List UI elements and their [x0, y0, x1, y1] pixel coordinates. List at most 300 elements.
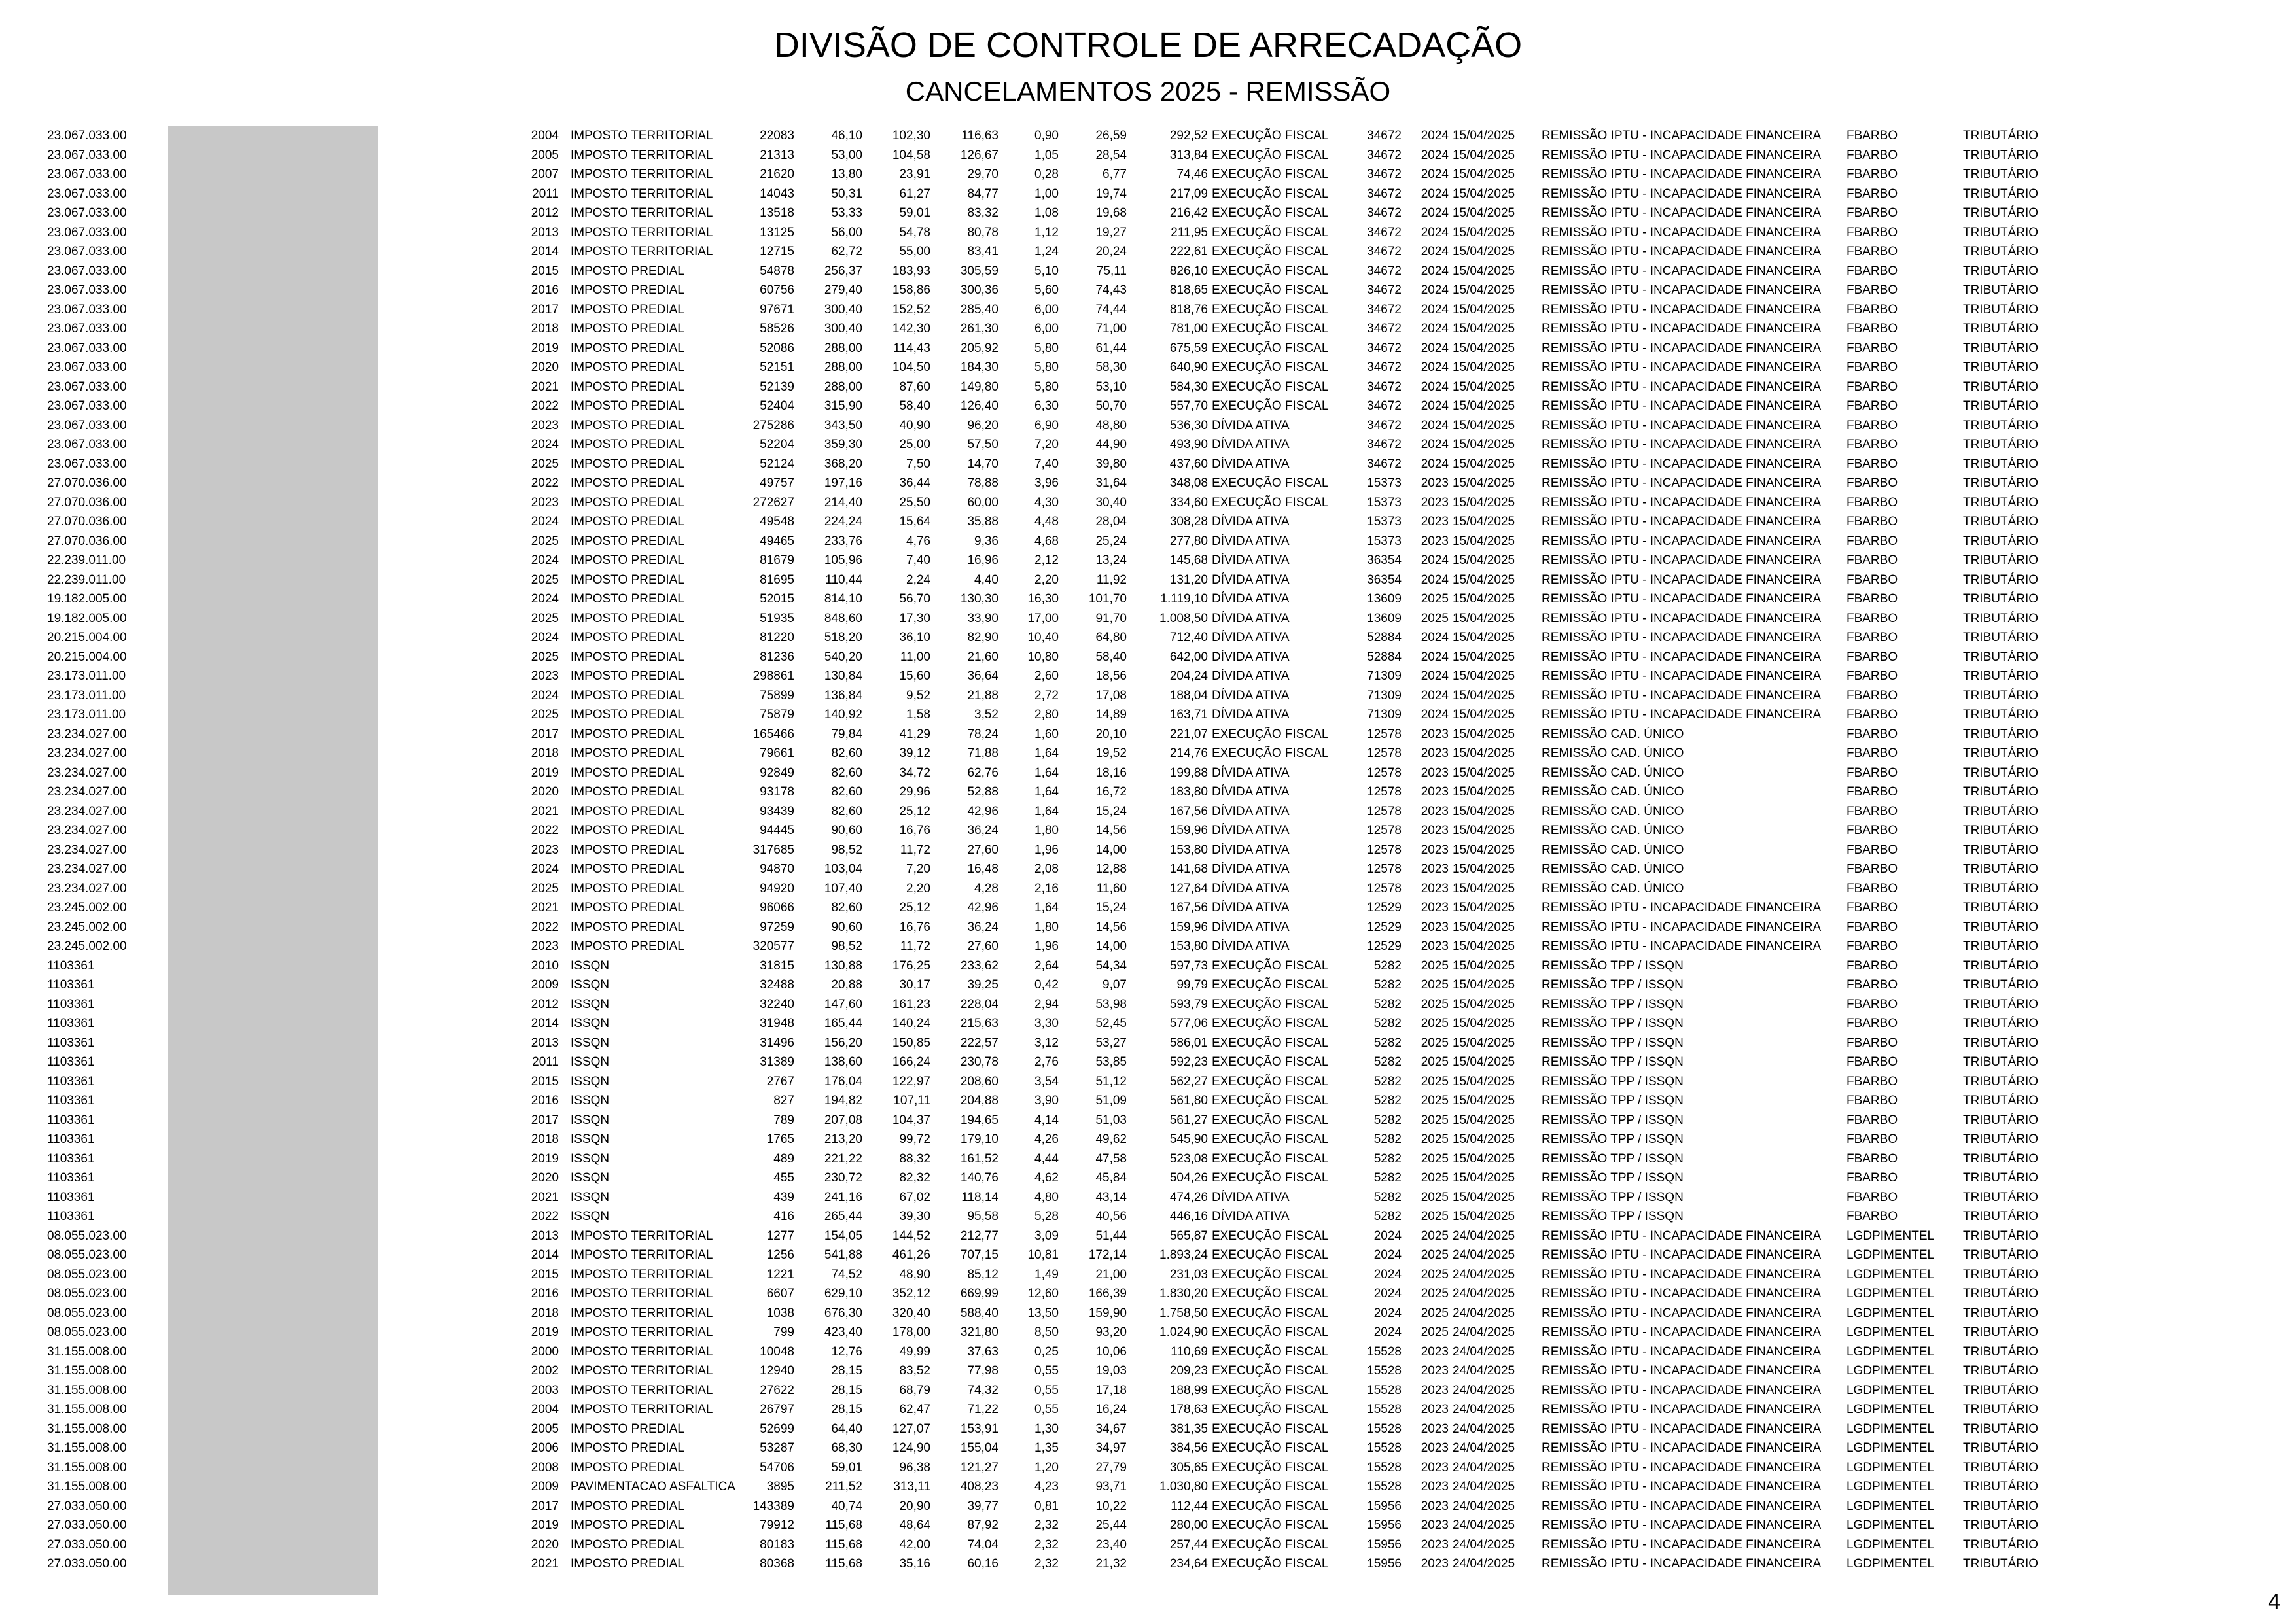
- cell-inscricao: 23.067.033.00: [47, 186, 127, 201]
- cell-usuario: FBARBO: [1846, 958, 1898, 973]
- cell-data: 15/04/2025: [1452, 515, 1515, 529]
- cell-multa: 27,60: [967, 939, 998, 953]
- cell-exercicio: 2024: [531, 631, 559, 644]
- cell-situacao: EXECUÇÃO FISCAL: [1211, 727, 1329, 741]
- cell-motivo: REMISSÃO TPP / ISSQN: [1541, 978, 1684, 992]
- cell-correcao: 7,40: [1034, 457, 1059, 471]
- cell-processo: 34672: [1367, 341, 1402, 355]
- cell-usuario: FBARBO: [1846, 186, 1898, 201]
- cell-documento: 1038: [766, 1306, 794, 1320]
- cell-motivo: REMISSÃO IPTU - INCAPACIDADE FINANCEIRA: [1541, 1248, 1822, 1262]
- cell-setor: TRIBUTÁRIO: [1962, 592, 2039, 606]
- cell-processo: 12578: [1367, 881, 1402, 896]
- cell-tributo: IMPOSTO TERRITORIAL: [571, 1383, 713, 1397]
- cell-documento: 96066: [760, 901, 794, 915]
- cell-inscricao: 08.055.023.00: [47, 1306, 127, 1320]
- cell-setor: TRIBUTÁRIO: [1962, 148, 2039, 162]
- cell-setor: TRIBUTÁRIO: [1962, 1055, 2039, 1069]
- cell-exercicio: 2016: [531, 283, 559, 297]
- cell-total: 127,64: [1169, 881, 1208, 896]
- cell-documento: 165466: [752, 727, 794, 741]
- cell-multa: 60,16: [967, 1557, 998, 1571]
- cell-tributo: IMPOSTO PREDIAL: [571, 534, 684, 548]
- cell-situacao: DÍVIDA ATIVA: [1211, 1210, 1290, 1223]
- cell-tributo: IMPOSTO PREDIAL: [571, 765, 684, 780]
- cell-data: 15/04/2025: [1452, 418, 1515, 432]
- cell-processo: 15373: [1367, 515, 1402, 529]
- cell-situacao: EXECUÇÃO FISCAL: [1211, 1171, 1329, 1185]
- cell-exercicio: 2009: [531, 978, 559, 992]
- cell-ano-processo: 2023: [1421, 476, 1449, 490]
- cell-inscricao: 1103361: [47, 1074, 95, 1089]
- cell-honorarios: 13,24: [1095, 553, 1127, 567]
- cell-tributo: IMPOSTO PREDIAL: [571, 476, 684, 490]
- cell-total: 593,79: [1169, 997, 1208, 1011]
- cell-correcao: 3,30: [1034, 1017, 1059, 1030]
- cell-correcao: 0,42: [1034, 978, 1059, 992]
- cell-exercicio: 2024: [531, 592, 559, 606]
- cell-juros: 25,50: [899, 495, 930, 510]
- cell-usuario: LGDPIMENTEL: [1846, 1325, 1935, 1339]
- cell-honorarios: 166,39: [1088, 1287, 1127, 1300]
- cell-documento: 94445: [760, 824, 794, 837]
- cell-valor-principal: 82,60: [831, 746, 862, 760]
- cell-ano-processo: 2025: [1421, 1055, 1449, 1069]
- cell-setor: TRIBUTÁRIO: [1962, 804, 2039, 818]
- cell-valor-principal: 110,44: [825, 572, 862, 587]
- cell-data: 15/04/2025: [1452, 1151, 1515, 1166]
- cell-data: 15/04/2025: [1452, 765, 1515, 780]
- cell-setor: TRIBUTÁRIO: [1962, 1267, 2039, 1282]
- cell-documento: 52404: [760, 399, 794, 413]
- cell-multa: 669,99: [960, 1287, 998, 1300]
- cell-situacao: EXECUÇÃO FISCAL: [1211, 1055, 1329, 1069]
- cell-processo: 52884: [1367, 650, 1402, 664]
- cell-total: 280,00: [1169, 1518, 1208, 1532]
- cell-inscricao: 1103361: [47, 1171, 95, 1185]
- cell-honorarios: 28,04: [1095, 515, 1127, 529]
- cell-usuario: FBARBO: [1846, 399, 1898, 413]
- cell-processo: 15373: [1367, 495, 1402, 510]
- cell-valor-principal: 62,72: [831, 245, 862, 258]
- cell-juros: 161,23: [892, 997, 930, 1011]
- cell-motivo: REMISSÃO IPTU - INCAPACIDADE FINANCEIRA: [1541, 553, 1822, 567]
- cell-valor-principal: 288,00: [824, 379, 862, 394]
- cell-correcao: 1,35: [1034, 1441, 1059, 1455]
- cell-usuario: FBARBO: [1846, 379, 1898, 394]
- cell-inscricao: 23.067.033.00: [47, 206, 127, 220]
- cell-situacao: DÍVIDA ATIVA: [1211, 457, 1290, 471]
- cell-total: 159,96: [1169, 920, 1208, 934]
- cell-inscricao: 23.245.002.00: [47, 901, 127, 915]
- cell-valor-principal: 53,00: [831, 148, 862, 162]
- cell-valor-principal: 130,88: [824, 958, 862, 973]
- cell-data: 24/04/2025: [1452, 1229, 1515, 1243]
- cell-honorarios: 47,58: [1095, 1151, 1127, 1166]
- cell-total: 826,10: [1169, 264, 1208, 278]
- cell-usuario: FBARBO: [1846, 322, 1898, 336]
- cell-correcao: 1,00: [1034, 186, 1059, 201]
- cell-juros: 320,40: [892, 1306, 930, 1320]
- cell-exercicio: 2021: [531, 379, 559, 394]
- cell-situacao: DÍVIDA ATIVA: [1211, 785, 1290, 799]
- cell-situacao: EXECUÇÃO FISCAL: [1211, 264, 1329, 278]
- cell-total: 712,40: [1169, 631, 1208, 644]
- cell-situacao: EXECUÇÃO FISCAL: [1211, 1113, 1329, 1127]
- cell-juros: 87,60: [899, 379, 930, 394]
- cell-correcao: 1,12: [1034, 225, 1059, 239]
- cell-tributo: ISSQN: [571, 1210, 610, 1223]
- cell-inscricao: 31.155.008.00: [47, 1441, 127, 1455]
- cell-juros: 67,02: [899, 1190, 930, 1204]
- cell-correcao: 6,00: [1034, 302, 1059, 317]
- cell-juros: 144,52: [892, 1229, 930, 1243]
- cell-exercicio: 2025: [531, 708, 559, 722]
- cell-exercicio: 2023: [531, 495, 559, 510]
- cell-tributo: IMPOSTO PREDIAL: [571, 881, 684, 896]
- cell-valor-principal: 518,20: [824, 631, 862, 644]
- cell-inscricao: 23.173.011.00: [47, 708, 126, 722]
- cell-situacao: DÍVIDA ATIVA: [1211, 862, 1290, 876]
- cell-tributo: IMPOSTO PREDIAL: [571, 727, 684, 741]
- cell-setor: TRIBUTÁRIO: [1962, 225, 2039, 239]
- cell-situacao: EXECUÇÃO FISCAL: [1211, 399, 1329, 413]
- cell-documento: 272627: [752, 495, 794, 510]
- cell-data: 15/04/2025: [1452, 264, 1515, 278]
- cell-honorarios: 20,10: [1095, 727, 1127, 741]
- cell-tributo: IMPOSTO TERRITORIAL: [571, 129, 713, 143]
- cell-honorarios: 11,60: [1096, 881, 1127, 896]
- cell-tributo: ISSQN: [571, 1055, 610, 1069]
- cell-data: 15/04/2025: [1452, 920, 1515, 934]
- cell-ano-processo: 2023: [1421, 727, 1449, 741]
- cell-total: 163,71: [1169, 708, 1208, 722]
- cell-juros: 1,58: [906, 708, 930, 722]
- cell-data: 15/04/2025: [1452, 1094, 1515, 1108]
- cell-situacao: EXECUÇÃO FISCAL: [1211, 1248, 1329, 1262]
- cell-juros: 48,64: [899, 1518, 930, 1532]
- cell-tributo: IMPOSTO PREDIAL: [571, 592, 684, 606]
- cell-tributo: IMPOSTO PREDIAL: [571, 515, 684, 529]
- cell-setor: TRIBUTÁRIO: [1962, 1017, 2039, 1030]
- cell-juros: 36,44: [899, 476, 930, 490]
- cell-multa: 230,78: [960, 1055, 998, 1069]
- cell-processo: 34672: [1367, 360, 1402, 374]
- cell-correcao: 3,96: [1034, 476, 1059, 490]
- cell-data: 15/04/2025: [1452, 245, 1515, 258]
- cell-honorarios: 71,00: [1095, 322, 1127, 336]
- cell-tributo: IMPOSTO PREDIAL: [571, 457, 684, 471]
- cell-motivo: REMISSÃO TPP / ISSQN: [1541, 1151, 1684, 1166]
- cell-ano-processo: 2024: [1421, 148, 1449, 162]
- cell-ano-processo: 2024: [1421, 245, 1449, 258]
- cell-motivo: REMISSÃO TPP / ISSQN: [1541, 1210, 1684, 1223]
- cell-honorarios: 40,56: [1095, 1210, 1127, 1223]
- cell-setor: TRIBUTÁRIO: [1962, 611, 2039, 625]
- cell-setor: TRIBUTÁRIO: [1962, 457, 2039, 471]
- cell-motivo: REMISSÃO IPTU - INCAPACIDADE FINANCEIRA: [1541, 186, 1822, 201]
- cell-total: 642,00: [1169, 650, 1208, 664]
- cell-usuario: LGDPIMENTEL: [1846, 1267, 1935, 1282]
- cell-multa: 36,24: [967, 920, 998, 934]
- cell-situacao: DÍVIDA ATIVA: [1211, 572, 1290, 587]
- cell-exercicio: 2023: [531, 669, 559, 683]
- cell-valor-principal: 213,20: [824, 1132, 862, 1146]
- cell-documento: 13125: [760, 225, 794, 239]
- cell-situacao: EXECUÇÃO FISCAL: [1211, 1017, 1329, 1030]
- cell-motivo: REMISSÃO IPTU - INCAPACIDADE FINANCEIRA: [1541, 1229, 1822, 1243]
- cell-correcao: 4,48: [1034, 515, 1059, 529]
- cell-inscricao: 27.033.050.00: [47, 1518, 127, 1532]
- cell-valor-principal: 233,76: [824, 534, 862, 548]
- cell-ano-processo: 2023: [1421, 495, 1449, 510]
- cell-inscricao: 1103361: [47, 997, 95, 1011]
- cell-ano-processo: 2023: [1421, 515, 1449, 529]
- cell-valor-principal: 130,84: [824, 669, 862, 683]
- cell-setor: TRIBUTÁRIO: [1962, 553, 2039, 567]
- cell-inscricao: 1103361: [47, 1036, 95, 1050]
- cell-data: 15/04/2025: [1452, 1055, 1515, 1069]
- cell-valor-principal: 56,00: [831, 225, 862, 239]
- cell-setor: TRIBUTÁRIO: [1962, 669, 2039, 683]
- cell-honorarios: 58,30: [1095, 360, 1127, 374]
- cell-setor: TRIBUTÁRIO: [1962, 1171, 2039, 1185]
- cell-honorarios: 44,90: [1095, 438, 1127, 451]
- cell-tributo: IMPOSTO TERRITORIAL: [571, 225, 713, 239]
- cell-valor-principal: 105,96: [824, 553, 862, 567]
- cell-documento: 10048: [760, 1344, 794, 1359]
- cell-juros: 36,10: [899, 631, 930, 644]
- cell-correcao: 1,80: [1034, 920, 1059, 934]
- cell-processo: 13609: [1367, 592, 1402, 606]
- cell-tributo: IMPOSTO PREDIAL: [571, 708, 684, 722]
- cell-exercicio: 2004: [531, 1403, 559, 1416]
- cell-processo: 5282: [1373, 997, 1402, 1011]
- cell-exercicio: 2022: [531, 1210, 559, 1223]
- cell-usuario: LGDPIMENTEL: [1846, 1383, 1935, 1397]
- cell-setor: TRIBUTÁRIO: [1962, 264, 2039, 278]
- cell-usuario: FBARBO: [1846, 1132, 1898, 1146]
- cell-setor: TRIBUTÁRIO: [1962, 438, 2039, 451]
- cell-data: 15/04/2025: [1452, 438, 1515, 451]
- cell-ano-processo: 2024: [1421, 572, 1449, 587]
- cell-motivo: REMISSÃO CAD. ÚNICO: [1541, 785, 1684, 799]
- cell-setor: TRIBUTÁRIO: [1962, 1132, 2039, 1146]
- cell-setor: TRIBUTÁRIO: [1962, 167, 2039, 181]
- cell-tributo: IMPOSTO PREDIAL: [571, 1460, 684, 1475]
- cell-honorarios: 16,72: [1095, 785, 1127, 799]
- redaction-block: [168, 126, 378, 1595]
- cell-ano-processo: 2023: [1421, 765, 1449, 780]
- cell-exercicio: 2023: [531, 843, 559, 857]
- cell-documento: 49548: [760, 515, 794, 529]
- cell-tributo: PAVIMENTACAO ASFALTICA: [571, 1480, 735, 1493]
- cell-inscricao: 23.067.033.00: [47, 283, 127, 297]
- cell-data: 24/04/2025: [1452, 1537, 1515, 1552]
- cell-ano-processo: 2025: [1421, 1074, 1449, 1089]
- cell-tributo: IMPOSTO TERRITORIAL: [571, 206, 713, 220]
- cell-honorarios: 45,84: [1095, 1171, 1127, 1185]
- cell-correcao: 6,00: [1034, 322, 1059, 336]
- cell-juros: 7,40: [906, 553, 930, 567]
- cell-processo: 52884: [1367, 631, 1402, 644]
- cell-motivo: REMISSÃO IPTU - INCAPACIDADE FINANCEIRA: [1541, 225, 1822, 239]
- cell-motivo: REMISSÃO IPTU - INCAPACIDADE FINANCEIRA: [1541, 1518, 1822, 1532]
- cell-exercicio: 2021: [531, 804, 559, 818]
- cell-inscricao: 23.173.011.00: [47, 688, 126, 703]
- cell-juros: 42,00: [899, 1537, 930, 1552]
- cell-tributo: IMPOSTO PREDIAL: [571, 746, 684, 760]
- cell-honorarios: 51,12: [1095, 1074, 1127, 1089]
- cell-situacao: EXECUÇÃO FISCAL: [1211, 1229, 1329, 1243]
- cell-usuario: FBARBO: [1846, 592, 1898, 606]
- cell-setor: TRIBUTÁRIO: [1962, 1364, 2039, 1378]
- cell-motivo: REMISSÃO IPTU - INCAPACIDADE FINANCEIRA: [1541, 167, 1822, 181]
- cell-situacao: EXECUÇÃO FISCAL: [1211, 1151, 1329, 1166]
- cell-valor-principal: 28,15: [831, 1403, 862, 1416]
- cell-motivo: REMISSÃO IPTU - INCAPACIDADE FINANCEIRA: [1541, 939, 1822, 953]
- cell-usuario: FBARBO: [1846, 631, 1898, 644]
- cell-data: 15/04/2025: [1452, 592, 1515, 606]
- cell-setor: TRIBUTÁRIO: [1962, 978, 2039, 992]
- cell-juros: 7,20: [906, 862, 930, 876]
- cell-correcao: 1,20: [1034, 1460, 1059, 1475]
- cell-situacao: EXECUÇÃO FISCAL: [1211, 1557, 1329, 1571]
- cell-tributo: IMPOSTO TERRITORIAL: [571, 1229, 713, 1243]
- cell-multa: 228,04: [960, 997, 998, 1011]
- cell-situacao: EXECUÇÃO FISCAL: [1211, 167, 1329, 181]
- cell-juros: 48,90: [899, 1267, 930, 1282]
- cell-multa: 321,80: [960, 1325, 998, 1339]
- cell-multa: 14,70: [967, 457, 998, 471]
- cell-usuario: FBARBO: [1846, 1017, 1898, 1030]
- cell-valor-principal: 46,10: [831, 129, 862, 143]
- cell-data: 24/04/2025: [1452, 1557, 1515, 1571]
- cell-usuario: FBARBO: [1846, 1190, 1898, 1204]
- cell-data: 15/04/2025: [1452, 1017, 1515, 1030]
- cell-ano-processo: 2023: [1421, 1383, 1449, 1397]
- cell-total: 334,60: [1169, 495, 1208, 510]
- cell-juros: 4,76: [906, 534, 930, 548]
- cell-ano-processo: 2024: [1421, 650, 1449, 664]
- cell-usuario: FBARBO: [1846, 881, 1898, 896]
- cell-correcao: 1,64: [1034, 765, 1059, 780]
- cell-processo: 15956: [1367, 1557, 1402, 1571]
- cell-motivo: REMISSÃO IPTU - INCAPACIDADE FINANCEIRA: [1541, 1422, 1822, 1436]
- cell-setor: TRIBUTÁRIO: [1962, 186, 2039, 201]
- cell-valor-principal: 540,20: [824, 650, 862, 664]
- cell-usuario: FBARBO: [1846, 1055, 1898, 1069]
- cell-documento: 49757: [760, 476, 794, 490]
- cell-inscricao: 27.070.036.00: [47, 534, 127, 548]
- cell-valor-principal: 288,00: [824, 360, 862, 374]
- cell-motivo: REMISSÃO IPTU - INCAPACIDADE FINANCEIRA: [1541, 1287, 1822, 1300]
- cell-usuario: FBARBO: [1846, 438, 1898, 451]
- cell-ano-processo: 2024: [1421, 688, 1449, 703]
- cell-ano-processo: 2025: [1421, 1017, 1449, 1030]
- cell-tributo: ISSQN: [571, 1132, 610, 1146]
- cell-multa: 36,64: [967, 669, 998, 683]
- cell-multa: 140,76: [960, 1171, 998, 1185]
- cell-correcao: 1,64: [1034, 746, 1059, 760]
- cell-inscricao: 19.182.005.00: [47, 611, 127, 625]
- cell-total: 1.893,24: [1159, 1248, 1208, 1262]
- cell-exercicio: 2021: [531, 1557, 559, 1571]
- cell-setor: TRIBUTÁRIO: [1962, 245, 2039, 258]
- cell-multa: 194,65: [960, 1113, 998, 1127]
- cell-documento: 26797: [760, 1403, 794, 1416]
- cell-tributo: IMPOSTO PREDIAL: [571, 438, 684, 451]
- cell-data: 15/04/2025: [1452, 206, 1515, 220]
- cell-total: 584,30: [1169, 379, 1208, 394]
- cell-situacao: EXECUÇÃO FISCAL: [1211, 302, 1329, 317]
- cell-data: 15/04/2025: [1452, 688, 1515, 703]
- cell-honorarios: 43,14: [1095, 1190, 1127, 1204]
- cell-documento: 81679: [760, 553, 794, 567]
- cell-valor-principal: 359,30: [824, 438, 862, 451]
- cell-situacao: EXECUÇÃO FISCAL: [1211, 1267, 1329, 1282]
- cell-setor: TRIBUTÁRIO: [1962, 1499, 2039, 1513]
- cell-documento: 827: [773, 1094, 794, 1108]
- cell-usuario: FBARBO: [1846, 650, 1898, 664]
- cell-processo: 5282: [1373, 1210, 1402, 1223]
- cell-total: 305,65: [1169, 1460, 1208, 1475]
- cell-honorarios: 51,09: [1095, 1094, 1127, 1108]
- cell-motivo: REMISSÃO IPTU - INCAPACIDADE FINANCEIRA: [1541, 418, 1822, 432]
- cell-data: 15/04/2025: [1452, 360, 1515, 374]
- cell-correcao: 1,60: [1034, 727, 1059, 741]
- cell-motivo: REMISSÃO IPTU - INCAPACIDADE FINANCEIRA: [1541, 901, 1822, 915]
- cell-usuario: FBARBO: [1846, 765, 1898, 780]
- cell-motivo: REMISSÃO TPP / ISSQN: [1541, 1094, 1684, 1108]
- cell-data: 15/04/2025: [1452, 534, 1515, 548]
- cell-honorarios: 11,92: [1096, 572, 1127, 587]
- cell-honorarios: 172,14: [1088, 1248, 1127, 1262]
- cell-setor: TRIBUTÁRIO: [1962, 631, 2039, 644]
- cell-total: 1.030,80: [1159, 1480, 1208, 1493]
- cell-setor: TRIBUTÁRIO: [1962, 939, 2039, 953]
- cell-motivo: REMISSÃO TPP / ISSQN: [1541, 1074, 1684, 1089]
- cell-honorarios: 28,54: [1095, 148, 1127, 162]
- cell-correcao: 3,12: [1034, 1036, 1059, 1050]
- cell-correcao: 1,64: [1034, 901, 1059, 915]
- cell-multa: 118,14: [961, 1190, 998, 1204]
- cell-correcao: 4,23: [1034, 1480, 1059, 1493]
- cell-exercicio: 2015: [531, 264, 559, 278]
- cell-valor-principal: 676,30: [824, 1306, 862, 1320]
- cell-situacao: EXECUÇÃO FISCAL: [1211, 495, 1329, 510]
- cell-correcao: 0,90: [1034, 129, 1059, 143]
- cell-data: 15/04/2025: [1452, 1171, 1515, 1185]
- cell-situacao: EXECUÇÃO FISCAL: [1211, 997, 1329, 1011]
- cell-exercicio: 2020: [531, 1537, 559, 1552]
- cell-data: 15/04/2025: [1452, 148, 1515, 162]
- cell-valor-principal: 115,68: [825, 1557, 862, 1571]
- cell-situacao: DÍVIDA ATIVA: [1211, 438, 1290, 451]
- cell-multa: 39,77: [967, 1499, 998, 1513]
- cell-multa: 83,32: [967, 206, 998, 220]
- cell-motivo: REMISSÃO TPP / ISSQN: [1541, 1132, 1684, 1146]
- cell-honorarios: 21,32: [1095, 1557, 1127, 1571]
- cell-exercicio: 2014: [531, 245, 559, 258]
- cell-ano-processo: 2025: [1421, 1306, 1449, 1320]
- cell-inscricao: 23.067.033.00: [47, 457, 127, 471]
- cell-juros: 183,93: [892, 264, 930, 278]
- cell-setor: TRIBUTÁRIO: [1962, 341, 2039, 355]
- cell-ano-processo: 2025: [1421, 1229, 1449, 1243]
- cell-inscricao: 23.067.033.00: [47, 264, 127, 278]
- cell-tributo: IMPOSTO PREDIAL: [571, 824, 684, 837]
